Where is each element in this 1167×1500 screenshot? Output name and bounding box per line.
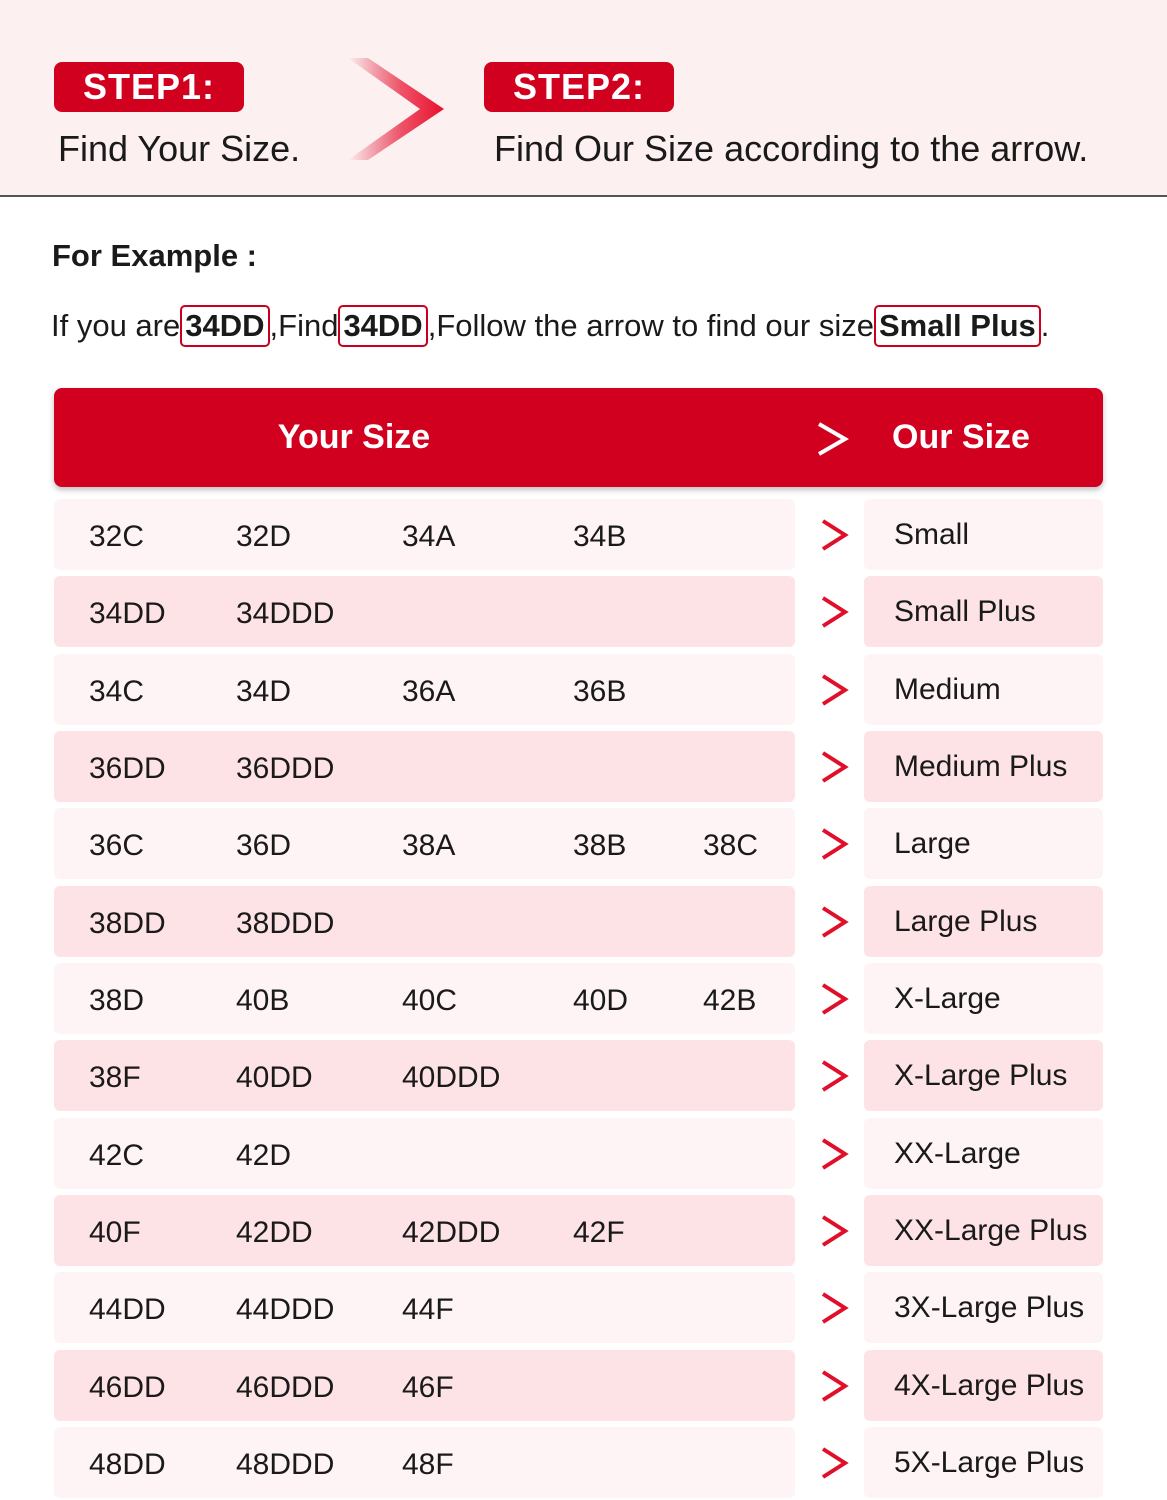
your-size-value: 32C xyxy=(89,520,145,553)
our-size-cell xyxy=(864,1350,1103,1421)
your-size-value: 40F xyxy=(89,1215,141,1249)
example-title: For Example : xyxy=(52,238,257,273)
our-size-value: XX-Large Plus xyxy=(894,1213,1088,1247)
chevron-right-icon xyxy=(819,750,849,784)
table-row xyxy=(54,1350,1103,1421)
your-size-value: 44DD xyxy=(89,1293,166,1327)
your-size-value: 42C xyxy=(89,1138,145,1172)
your-size-cell xyxy=(54,1272,795,1343)
example-line xyxy=(51,305,1049,347)
your-size-value: 42DD xyxy=(236,1215,313,1249)
table-row xyxy=(54,731,1103,802)
your-size-value: 34D xyxy=(236,674,292,708)
your-size-cell xyxy=(54,576,795,647)
our-size-value: X-Large xyxy=(894,981,1001,1015)
chevron-right-icon xyxy=(819,1137,849,1171)
our-size-value: Small xyxy=(894,518,970,551)
chevron-right-icon xyxy=(819,1214,849,1248)
our-size-value: XX-Large xyxy=(894,1136,1021,1170)
your-size-cell xyxy=(54,886,795,957)
example-prefix: If you are xyxy=(51,308,181,343)
your-size-value: 34DDD xyxy=(236,597,335,631)
our-size-cell xyxy=(864,886,1103,957)
your-size-value: 36A xyxy=(402,674,456,708)
example-size-box: 34DD xyxy=(180,305,269,347)
chevron-right-icon xyxy=(819,827,849,861)
our-size-cell xyxy=(864,963,1103,1034)
chevron-right-icon xyxy=(814,420,850,458)
your-size-value: 44F xyxy=(402,1293,454,1327)
table-row xyxy=(54,1040,1103,1111)
chevron-right-icon xyxy=(819,1059,849,1093)
size-table-header xyxy=(54,388,1103,487)
chevron-right-icon xyxy=(819,1291,849,1325)
your-size-value: 42F xyxy=(573,1215,625,1249)
table-row xyxy=(54,1118,1103,1189)
our-size-value: Medium xyxy=(894,672,1001,706)
your-size-value: 32D xyxy=(236,520,292,553)
our-size-value: Medium Plus xyxy=(894,749,1068,783)
your-size-value: 42B xyxy=(703,983,757,1017)
example-result-box: Small Plus xyxy=(874,305,1041,347)
our-size-value: X-Large Plus xyxy=(894,1059,1068,1093)
your-size-value: 40C xyxy=(402,983,458,1017)
your-size-value: 38DDD xyxy=(236,906,335,940)
table-row xyxy=(54,1427,1103,1498)
your-size-value: 40B xyxy=(236,983,290,1017)
chevron-right-icon xyxy=(819,1369,849,1403)
example-mid-text: ,Find xyxy=(269,308,339,343)
your-size-value: 40D xyxy=(573,983,629,1017)
table-row xyxy=(54,886,1103,957)
example-mid-text: ,Follow the arrow to find our size xyxy=(427,308,874,343)
our-size-cell xyxy=(864,499,1103,570)
your-size-cell xyxy=(54,963,795,1034)
your-size-value: 38B xyxy=(573,829,627,863)
your-size-value: 34B xyxy=(573,520,627,553)
step2-badge: STEP2: xyxy=(484,62,674,112)
step1-badge: STEP1: xyxy=(54,62,244,112)
our-size-cell xyxy=(864,731,1103,802)
our-size-value: Small Plus xyxy=(894,595,1036,629)
your-size-value: 42D xyxy=(236,1138,292,1172)
header-our-size: Our Size xyxy=(892,418,1030,456)
your-size-value: 38DD xyxy=(89,906,166,940)
your-size-value: 36D xyxy=(236,829,292,863)
chevron-right-icon xyxy=(819,595,849,629)
example-suffix: . xyxy=(1040,308,1050,343)
size-table-body xyxy=(54,499,1103,1500)
our-size-cell xyxy=(864,1195,1103,1266)
table-row xyxy=(54,963,1103,1034)
our-size-cell xyxy=(864,576,1103,647)
steps-band xyxy=(0,0,1167,197)
our-size-cell xyxy=(864,808,1103,879)
your-size-cell xyxy=(54,1195,795,1266)
your-size-value: 36C xyxy=(89,829,145,863)
our-size-value: Large xyxy=(894,827,971,861)
your-size-cell xyxy=(54,1118,795,1189)
your-size-value: 36B xyxy=(573,674,627,708)
table-row xyxy=(54,499,1103,570)
chevron-right-icon xyxy=(819,673,849,707)
table-row xyxy=(54,576,1103,647)
your-size-value: 36DDD xyxy=(236,751,335,785)
our-size-value: 3X-Large Plus xyxy=(894,1291,1085,1325)
your-size-value: 34C xyxy=(89,674,145,708)
your-size-value: 46DD xyxy=(89,1370,166,1404)
your-size-value: 44DDD xyxy=(236,1293,335,1327)
your-size-cell xyxy=(54,654,795,725)
our-size-value: 5X-Large Plus xyxy=(894,1445,1085,1479)
your-size-cell xyxy=(54,499,795,570)
header-your-size: Your Size xyxy=(277,418,431,456)
your-size-value: 40DD xyxy=(236,1061,313,1095)
your-size-cell xyxy=(54,1040,795,1111)
your-size-value: 38C xyxy=(703,829,759,863)
table-row xyxy=(54,808,1103,879)
chevron-right-icon xyxy=(819,982,849,1016)
chevron-right-icon xyxy=(819,518,849,552)
your-size-value: 48DDD xyxy=(236,1447,335,1481)
your-size-value: 38A xyxy=(402,829,456,863)
your-size-value: 46DDD xyxy=(236,1370,335,1404)
our-size-cell xyxy=(864,1272,1103,1343)
your-size-value: 46F xyxy=(402,1370,454,1404)
our-size-value: 4X-Large Plus xyxy=(894,1368,1085,1402)
our-size-cell xyxy=(864,654,1103,725)
your-size-value: 34A xyxy=(402,520,456,553)
our-size-value: Large Plus xyxy=(894,904,1038,938)
our-size-cell xyxy=(864,1040,1103,1111)
chevron-right-icon xyxy=(819,905,849,939)
chevron-right-icon xyxy=(346,52,450,166)
our-size-cell xyxy=(864,1427,1103,1498)
your-size-value: 42DDD xyxy=(402,1215,501,1249)
your-size-value: 48F xyxy=(402,1447,454,1481)
your-size-value: 34DD xyxy=(89,597,166,631)
your-size-value: 38F xyxy=(89,1061,141,1095)
our-size-cell xyxy=(864,1118,1103,1189)
chevron-right-icon xyxy=(819,1446,849,1480)
step1-text: Find Your Size. xyxy=(58,128,301,169)
table-row xyxy=(54,1195,1103,1266)
example-size-box: 34DD xyxy=(338,305,427,347)
step2-text: Find Our Size according to the arrow. xyxy=(494,128,1089,169)
your-size-value: 40DDD xyxy=(402,1061,501,1095)
your-size-value: 38D xyxy=(89,983,145,1017)
your-size-cell xyxy=(54,1350,795,1421)
table-row xyxy=(54,654,1103,725)
your-size-value: 36DD xyxy=(89,751,166,785)
your-size-cell xyxy=(54,731,795,802)
your-size-cell xyxy=(54,808,795,879)
table-row xyxy=(54,1272,1103,1343)
your-size-value: 48DD xyxy=(89,1447,166,1481)
your-size-cell xyxy=(54,1427,795,1498)
